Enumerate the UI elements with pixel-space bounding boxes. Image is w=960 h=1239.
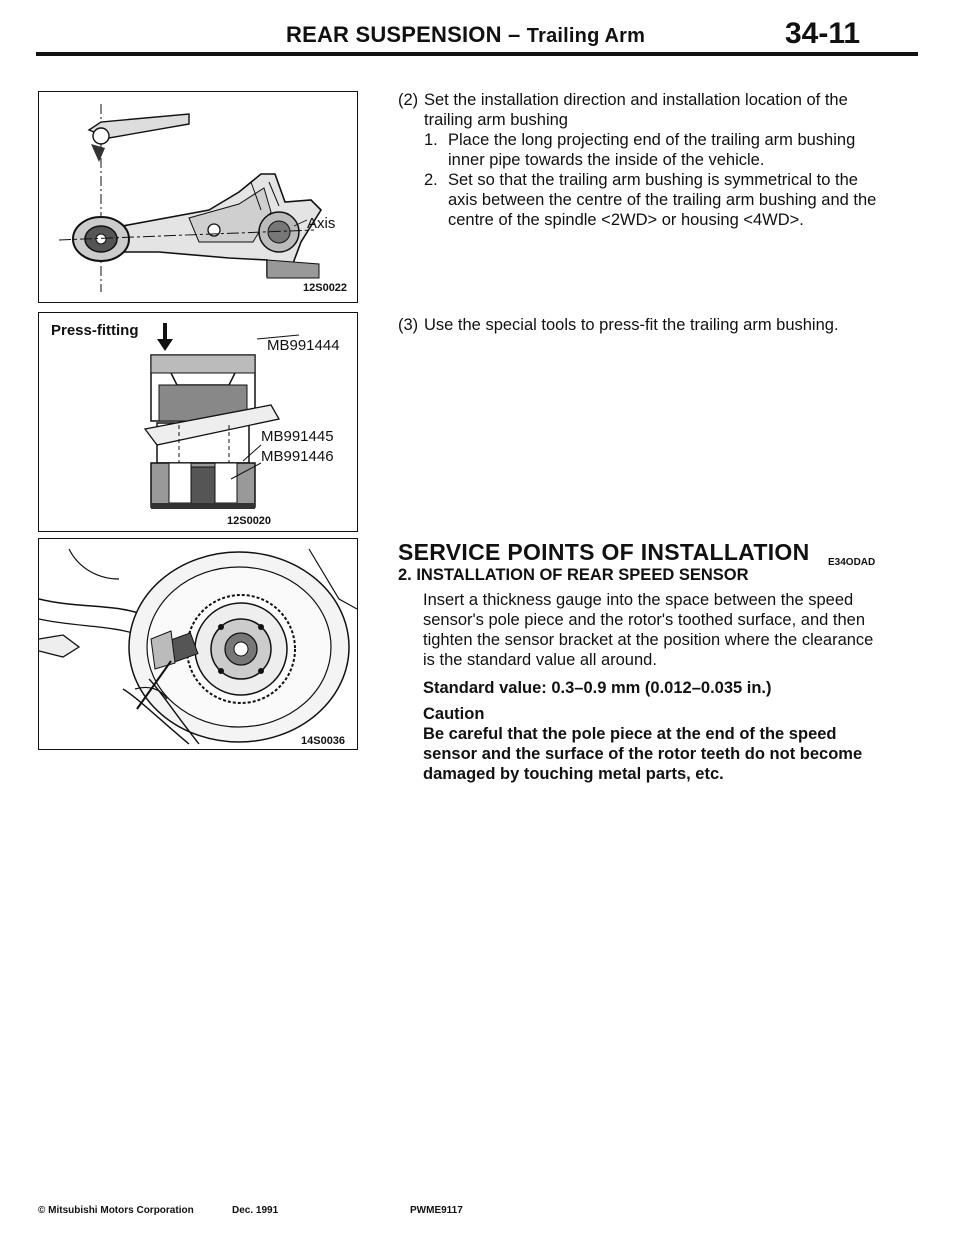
tool-label-mb991446: MB991446 — [261, 448, 334, 465]
tool-label-mb991445: MB991445 — [261, 428, 334, 445]
press-fitting-label: Press-fitting — [51, 322, 139, 339]
speed-sensor-drawing — [39, 539, 357, 749]
tool-label-mb991444: MB991444 — [267, 337, 340, 354]
list-number: 2. — [424, 171, 438, 189]
list-text: Place the long projecting end of the trailing arm bushing inner pipe towards the inside of the vehicle. — [448, 131, 856, 169]
list-number: 1. — [424, 131, 438, 149]
footer-doc-code: PWME9117 — [410, 1205, 463, 1216]
step-3 — [398, 315, 878, 335]
caution-text: Be careful that the pole piece at the end of the speed sensor and the surface of the rotor teeth do not become damaged by touching metal parts, etc. — [423, 725, 863, 783]
step-2-list — [424, 130, 878, 230]
list-text: Set so that the trailing arm bushing is symmetrical to the axis between the centre of the trailing arm bushing and the centre of the spindle <2WD> or housing <4WD>. — [448, 171, 877, 229]
step-2 — [398, 90, 878, 230]
step-number: (3) — [398, 316, 419, 334]
standard-value: Standard value: 0.3–0.9 mm (0.012–0.035 in.) — [423, 679, 772, 697]
list-item — [424, 130, 878, 170]
section-heading: SERVICE POINTS OF INSTALLATION — [398, 539, 810, 565]
section-code: E34ODAD — [828, 557, 876, 568]
service-body-text: Insert a thickness gauge into the space between the speed sensor's pole piece and the rotor's toothed surface, and then tighten the sensor bracket at the position where the clearance is the standard value all around. — [423, 591, 874, 669]
figure-speed-sensor — [38, 538, 358, 750]
figure-trailing-arm-axis — [38, 91, 358, 303]
title-main: REAR SUSPENSION — [286, 22, 502, 47]
header-rule — [36, 52, 918, 56]
page-title — [286, 22, 645, 48]
title-sub: Trailing Arm — [526, 25, 646, 47]
list-item — [424, 170, 878, 230]
trailing-arm-drawing — [39, 92, 357, 302]
page-number: 34-11 — [785, 17, 861, 50]
service-body — [423, 590, 879, 784]
step-text: Use the special tools to press-fit the trailing arm bushing. — [424, 316, 839, 334]
figure-code: 12S0022 — [303, 282, 348, 294]
figure-code: 12S0020 — [227, 515, 272, 527]
title-separator: – — [501, 22, 527, 47]
figure-code: 14S0036 — [301, 735, 346, 747]
step-number: (2) — [398, 91, 419, 109]
axis-label: Axis — [307, 215, 336, 232]
step-text: Set the installation direction and installation location of the trailing arm bushing — [424, 91, 848, 129]
footer-date: Dec. 1991 — [232, 1205, 279, 1216]
caution-title: Caution — [423, 705, 485, 723]
sub-heading: 2. INSTALLATION OF REAR SPEED SENSOR — [398, 566, 749, 584]
footer-copyright: © Mitsubishi Motors Corporation — [38, 1205, 194, 1216]
figure-press-fitting — [38, 312, 358, 532]
